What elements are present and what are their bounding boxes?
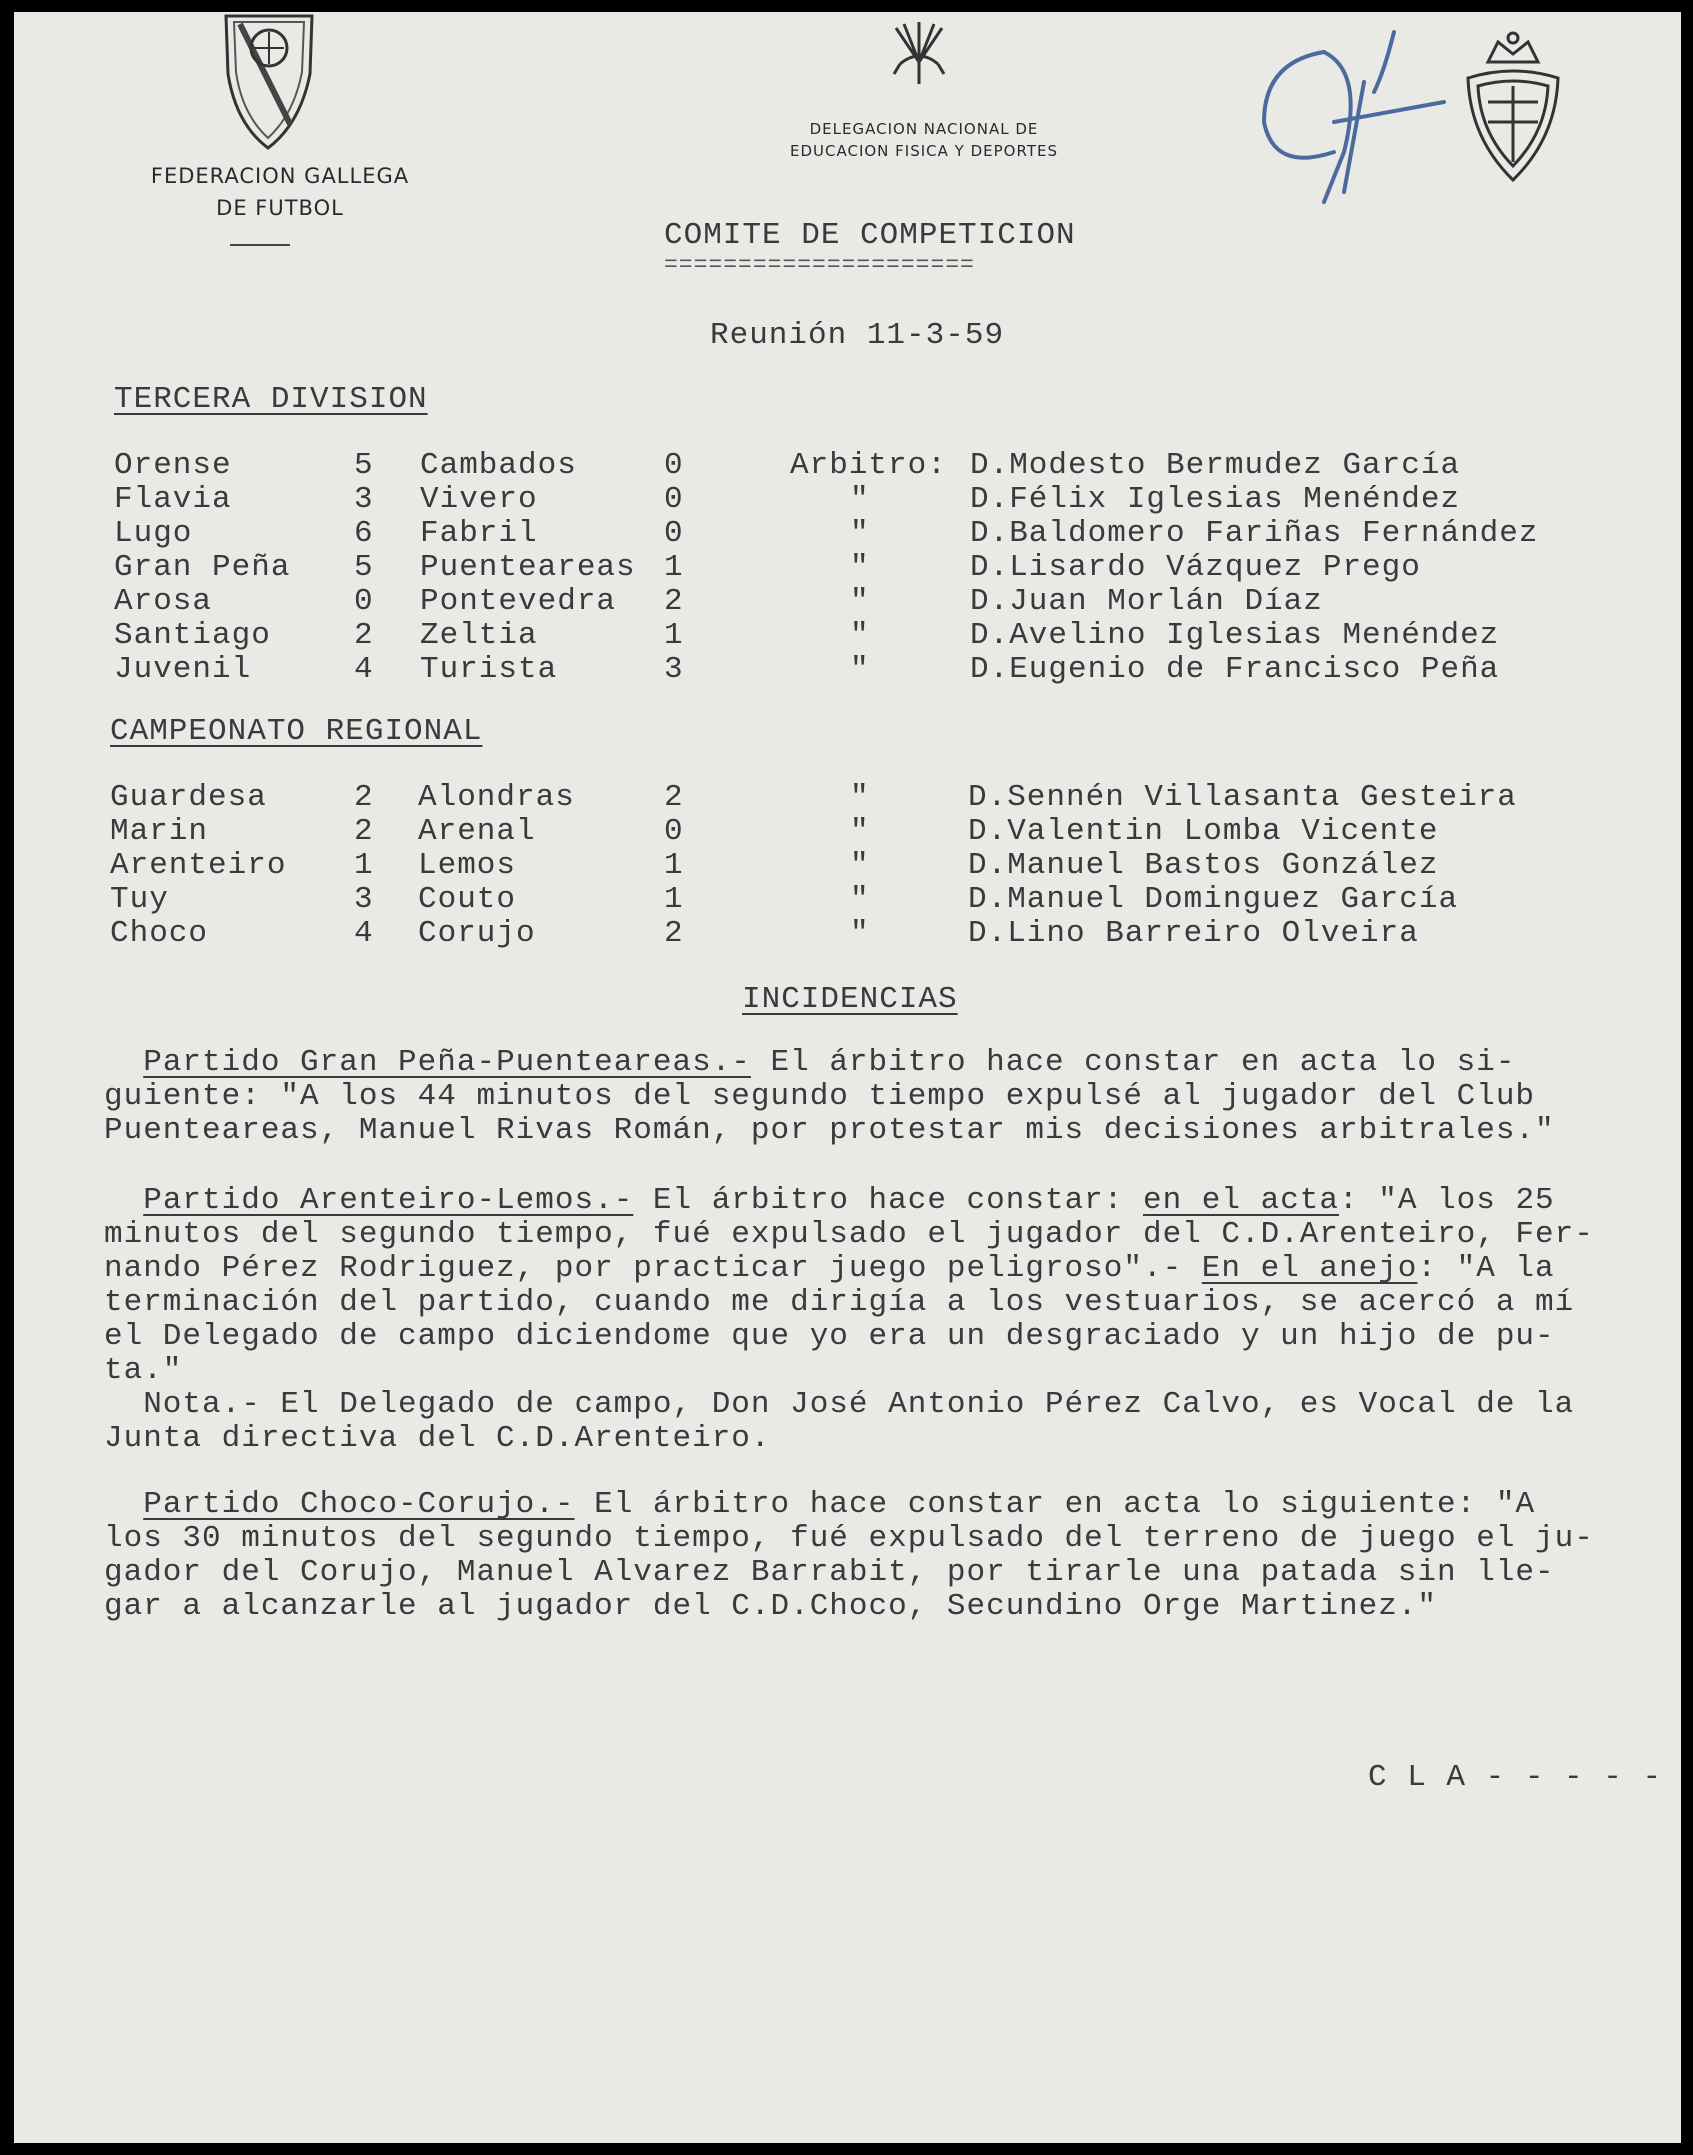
- table-row: [14, 848, 1681, 882]
- paragraph-line: los 30 minutos del segundo tiempo, fué expulsado del terreno de juego el ju-: [104, 1521, 1594, 1556]
- away-team: Corujo: [418, 916, 536, 951]
- home-score: 5: [354, 448, 374, 483]
- referee-ditto: ": [850, 652, 870, 687]
- referee-name: D.Baldomero Fariñas Fernández: [970, 516, 1539, 551]
- paragraph-line: El árbitro hace constar en acta lo si-: [750, 1045, 1516, 1080]
- away-score: 0: [664, 448, 684, 483]
- referee-name: D.Juan Morlán Díaz: [970, 584, 1323, 619]
- table-row: [14, 814, 1681, 848]
- paragraph-line: minutos del segundo tiempo, fué expulsado el jugador del C.D.Arenteiro, Fer-: [104, 1217, 1594, 1252]
- home-team: Arosa: [114, 584, 213, 619]
- divider: [230, 244, 290, 246]
- away-team: Puenteareas: [420, 550, 636, 585]
- federation-crown-crest: [1458, 28, 1568, 188]
- referee-label: Arbitro:: [790, 448, 947, 483]
- away-score: 2: [664, 780, 684, 815]
- referee-name: D.Sennén Villasanta Gesteira: [968, 780, 1517, 815]
- away-team: Turista: [420, 652, 558, 687]
- handwritten-signature: [1244, 12, 1474, 212]
- referee-name: D.Lisardo Vázquez Prego: [970, 550, 1421, 585]
- table-row: [14, 618, 1681, 652]
- federation-name-line1: FEDERACION GALLEGA: [150, 164, 410, 188]
- referee-name: D.Manuel Dominguez García: [968, 882, 1459, 917]
- away-team: Couto: [418, 882, 517, 917]
- table-row: [14, 780, 1681, 814]
- paragraph-line: gador del Corujo, Manuel Alvarez Barrabit, por tirarle una patada sin lle-: [104, 1555, 1555, 1590]
- meeting-date: Reunión 11-3-59: [710, 318, 1005, 353]
- home-team: Choco: [110, 916, 209, 951]
- home-team: Flavia: [114, 482, 232, 517]
- paragraph-line: Puenteareas, Manuel Rivas Román, por protestar mis decisiones arbitrales.": [104, 1113, 1555, 1148]
- table-row: [14, 652, 1681, 686]
- continuation-mark: C L A - - - - -: [1368, 1760, 1663, 1795]
- paragraph-fragment: : "A la: [1417, 1251, 1555, 1286]
- away-score: 1: [664, 618, 684, 653]
- referee-ditto: ": [850, 780, 870, 815]
- delegation-name-line1: DELEGACION NACIONAL DE: [809, 120, 1039, 138]
- away-score: 0: [664, 516, 684, 551]
- away-score: 0: [664, 482, 684, 517]
- federation-name-line2: DE FUTBOL: [216, 196, 344, 220]
- home-team: Juvenil: [114, 652, 252, 687]
- referee-ditto: ": [850, 516, 870, 551]
- away-team: Vivero: [420, 482, 538, 517]
- home-team: Santiago: [114, 618, 271, 653]
- home-score: 0: [354, 584, 374, 619]
- home-score: 2: [354, 618, 374, 653]
- away-team: Fabril: [420, 516, 538, 551]
- home-score: 6: [354, 516, 374, 551]
- home-team: Marin: [110, 814, 209, 849]
- delegation-name: [714, 120, 1134, 160]
- home-team: Tuy: [110, 882, 169, 917]
- referee-ditto: ": [850, 916, 870, 951]
- paragraph-line: el Delegado de campo diciendome que yo era un desgraciado y un hijo de pu-: [104, 1319, 1555, 1354]
- referee-ditto: ": [850, 882, 870, 917]
- home-score: 4: [354, 916, 374, 951]
- away-score: 1: [664, 882, 684, 917]
- paragraph-line: El árbitro hace constar en acta lo siguiente: "A: [574, 1487, 1536, 1522]
- home-score: 2: [354, 780, 374, 815]
- referee-ditto: ": [850, 848, 870, 883]
- away-score: 3: [664, 652, 684, 687]
- home-score: 5: [354, 550, 374, 585]
- referee-ditto: ": [850, 482, 870, 517]
- table-row: [14, 482, 1681, 516]
- referee-name: D.Avelino Iglesias Menéndez: [970, 618, 1500, 653]
- incident-gran-pena-puenteareas: [104, 1046, 1664, 1148]
- incident-arenteiro-lemos: [104, 1184, 1664, 1456]
- incidencias-heading: INCIDENCIAS: [742, 982, 958, 1017]
- table-row: [14, 550, 1681, 584]
- away-score: 1: [664, 848, 684, 883]
- en-el-anejo-underlined: En el anejo: [1201, 1251, 1418, 1286]
- paragraph-line: gar a alcanzarle al jugador del C.D.Choco, Secundino Orge Martinez.": [104, 1589, 1438, 1624]
- table-row: [14, 584, 1681, 618]
- home-score: 4: [354, 652, 374, 687]
- referee-name: D.Lino Barreiro Olveira: [968, 916, 1419, 951]
- home-score: 1: [354, 848, 374, 883]
- delegation-name-line2: EDUCACION FISICA Y DEPORTES: [790, 142, 1058, 160]
- paragraph-fragment: : "A los 25: [1339, 1183, 1555, 1218]
- home-score: 3: [354, 482, 374, 517]
- home-score: 3: [354, 882, 374, 917]
- federation-name: [110, 164, 450, 220]
- incident-label: Partido Gran Peña-Puenteareas.-: [143, 1045, 751, 1080]
- yoke-arrows-emblem: [884, 18, 954, 88]
- referee-name: D.Félix Iglesias Menéndez: [970, 482, 1461, 517]
- incident-choco-corujo: [104, 1488, 1664, 1624]
- document-page: [14, 12, 1681, 2143]
- referee-name: D.Valentin Lomba Vicente: [968, 814, 1439, 849]
- away-team: Arenal: [418, 814, 536, 849]
- away-score: 2: [664, 584, 684, 619]
- home-score: 2: [354, 814, 374, 849]
- nota-line: Nota.- El Delegado de campo, Don José Antonio Pérez Calvo, es Vocal de la: [104, 1387, 1575, 1422]
- tercera-division-heading: TERCERA DIVISION: [114, 382, 428, 417]
- home-team: Gran Peña: [114, 550, 291, 585]
- away-team: Cambados: [420, 448, 577, 483]
- paragraph-line: guiente: "A los 44 minutos del segundo tiempo expulsé al jugador del Club: [104, 1079, 1536, 1114]
- referee-ditto: ": [850, 584, 870, 619]
- away-team: Zeltia: [420, 618, 538, 653]
- paragraph-line: terminación del partido, cuando me dirigía a los vestuarios, se acercó a mí: [104, 1285, 1575, 1320]
- away-score: 2: [664, 916, 684, 951]
- paragraph-fragment: nando Pérez Rodriguez, por practicar juego peligroso".-: [104, 1251, 1202, 1286]
- referee-ditto: ": [850, 618, 870, 653]
- referee-name: D.Modesto Bermudez García: [970, 448, 1461, 483]
- away-team: Lemos: [418, 848, 517, 883]
- committee-title: COMITE DE COMPETICION: [664, 218, 1076, 253]
- incident-label: Partido Arenteiro-Lemos.-: [143, 1183, 634, 1218]
- referee-ditto: ": [850, 814, 870, 849]
- away-team: Alondras: [418, 780, 575, 815]
- table-row: [14, 882, 1681, 916]
- referee-ditto: ": [850, 550, 870, 585]
- federation-shield-logo: [220, 14, 320, 154]
- incident-label: Partido Choco-Corujo.-: [143, 1487, 575, 1522]
- away-score: 1: [664, 550, 684, 585]
- referee-name: D.Eugenio de Francisco Peña: [970, 652, 1500, 687]
- referee-name: D.Manuel Bastos González: [968, 848, 1439, 883]
- away-team: Pontevedra: [420, 584, 617, 619]
- home-team: Arenteiro: [110, 848, 287, 883]
- home-team: Lugo: [114, 516, 193, 551]
- table-row: [14, 516, 1681, 550]
- table-row: [14, 448, 1681, 482]
- table-row: [14, 916, 1681, 950]
- paragraph-fragment: El árbitro hace constar:: [633, 1183, 1143, 1218]
- paragraph-line: ta.": [104, 1353, 183, 1388]
- home-team: Guardesa: [110, 780, 267, 815]
- en-el-acta-underlined: en el acta: [1142, 1183, 1340, 1218]
- home-team: Orense: [114, 448, 232, 483]
- nota-line: Junta directiva del C.D.Arenteiro.: [104, 1421, 771, 1456]
- title-double-rule: =====================: [664, 252, 975, 278]
- away-score: 0: [664, 814, 684, 849]
- campeonato-regional-heading: CAMPEONATO REGIONAL: [110, 714, 483, 749]
